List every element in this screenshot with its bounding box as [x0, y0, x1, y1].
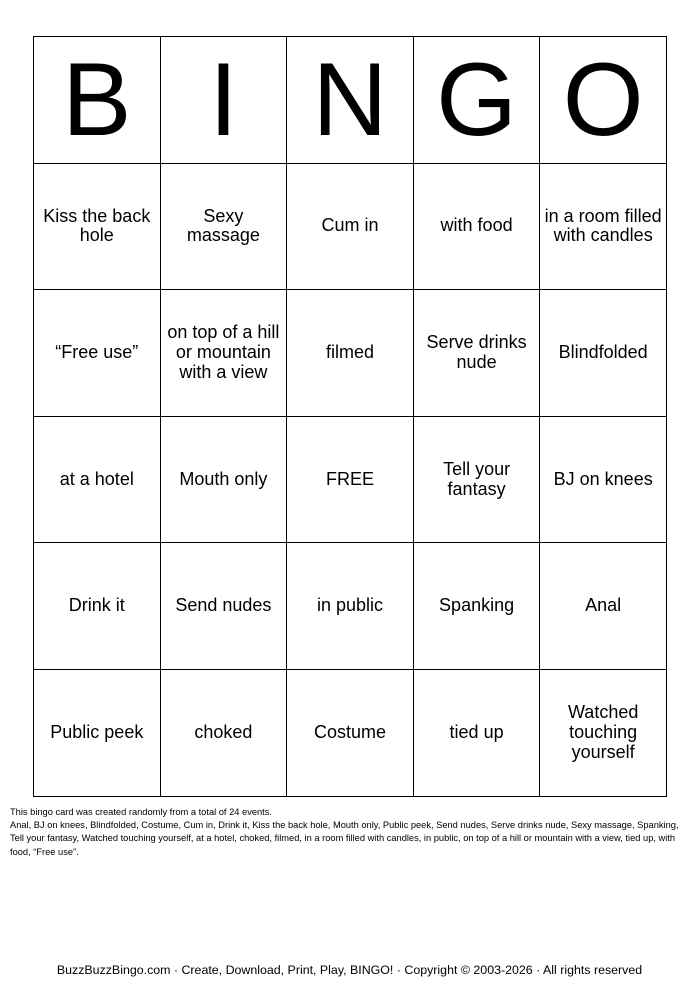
- bingo-row-2: [34, 290, 667, 417]
- bingo-cell: Sexy massage: [160, 163, 287, 290]
- bingo-cell: filmed: [287, 290, 414, 417]
- header-letter-o: O: [540, 37, 667, 164]
- free-space-cell: FREE: [287, 416, 414, 543]
- bingo-cell: in a room filled with candles: [540, 163, 667, 290]
- bingo-cell: Public peek: [34, 669, 161, 796]
- bingo-cell: at a hotel: [34, 416, 161, 543]
- bingo-cell: Serve drinks nude: [413, 290, 540, 417]
- header-letter-n: N: [287, 37, 414, 164]
- bingo-header-row: [34, 37, 667, 164]
- header-letter-i: I: [160, 37, 287, 164]
- header-letter-g: G: [413, 37, 540, 164]
- bingo-cell: Kiss the back hole: [34, 163, 161, 290]
- bingo-row-5: [34, 669, 667, 796]
- bingo-cell: with food: [413, 163, 540, 290]
- bingo-cell: choked: [160, 669, 287, 796]
- bingo-cell: Spanking: [413, 543, 540, 670]
- bingo-row-3: [34, 416, 667, 543]
- bingo-cell: Cum in: [287, 163, 414, 290]
- bingo-row-1: [34, 163, 667, 290]
- header-letter-b: B: [34, 37, 161, 164]
- footnote-summary: This bingo card was created randomly from a total of 24 events.: [10, 807, 272, 817]
- bingo-cell: Anal: [540, 543, 667, 670]
- bingo-card: [33, 36, 667, 797]
- footnote-event-list: Anal, BJ on knees, Blindfolded, Costume, Cum in, Drink it, Kiss the back hole, Mouth only, Public peek, Send nudes, Serve drinks nude, Sexy massage, Spanking, Tell your fantasy, Watched touching yourself, at a hotel, choked, filmed, in a room filled with candles, in public, on top of a hill or mountain with a view, tied up, with food, “Free use”.: [10, 820, 679, 857]
- bingo-cell: Tell your fantasy: [413, 416, 540, 543]
- bingo-cell: Send nudes: [160, 543, 287, 670]
- page-footer: BuzzBuzzBingo.com · Create, Download, Print, Play, BINGO! · Copyright © 2003-2026 · All rights reserved: [56, 963, 643, 977]
- bingo-cell: Mouth only: [160, 416, 287, 543]
- bingo-cell: “Free use”: [34, 290, 161, 417]
- bingo-cell: BJ on knees: [540, 416, 667, 543]
- bingo-cell: tied up: [413, 669, 540, 796]
- bingo-cell: Drink it: [34, 543, 161, 670]
- bingo-cell: Blindfolded: [540, 290, 667, 417]
- bingo-row-4: [34, 543, 667, 670]
- bingo-cell: in public: [287, 543, 414, 670]
- bingo-cell: on top of a hill or mountain with a view: [160, 290, 287, 417]
- bingo-cell: Costume: [287, 669, 414, 796]
- card-footnote: [10, 806, 690, 859]
- bingo-cell: Watched touching yourself: [540, 669, 667, 796]
